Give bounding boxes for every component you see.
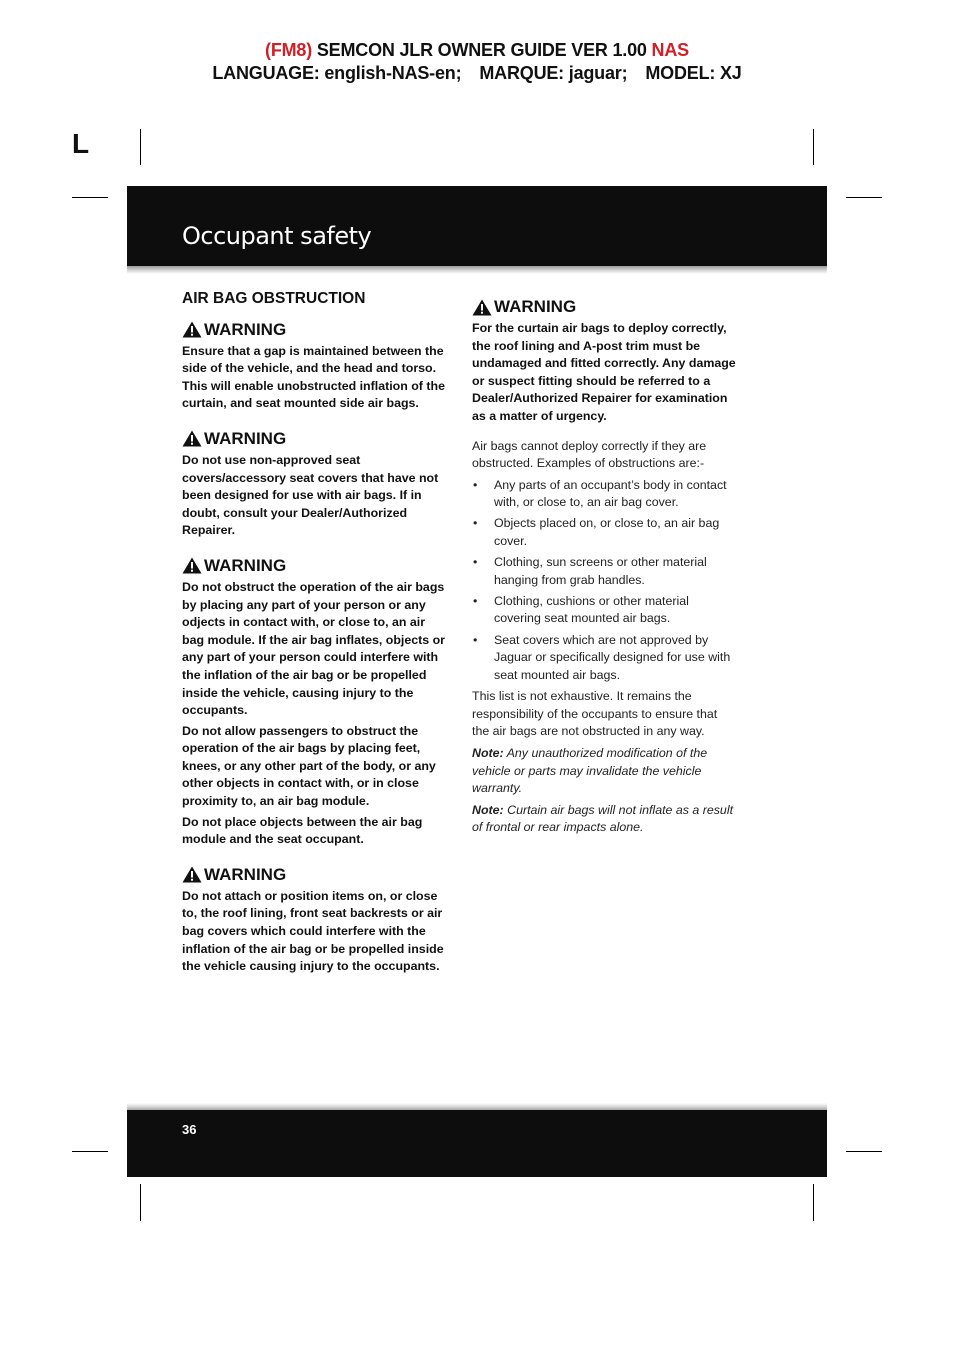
list-item: • Clothing, sun screens or other material hanging from grab handles. [472,554,736,589]
crop-mark [140,1184,141,1221]
warning-triangle-icon [182,866,202,883]
warning-title [182,555,446,577]
print-header-title: SEMCON JLR OWNER GUIDE VER 1.00 [316,40,647,60]
note [472,802,736,837]
footer-band [127,1110,827,1177]
page-number: 36 [182,1122,197,1137]
warning-text: Do not attach or position items on, or close to, the roof lining, front seat backrests or air bag covers which could interfere with the inflation of the air bag or be propelled inside the vehicle causing injury to the occupants. [182,888,444,974]
note [472,745,736,798]
warning-title [472,296,736,318]
print-header-region: NAS [651,40,689,60]
closing-paragraph: This list is not exhaustive. It remains the responsibility of the occupants to ensure that the air bags are not obstructed in any way. [472,689,718,739]
warning-triangle-icon [182,321,202,338]
warning-block [472,296,736,426]
warning-text: For the curtain air bags to deploy correctly, the roof lining and A-post trim must be undamaged and fitted correctly. Any damage or suspect fitting should be referred to a Dealer/Authorized Repairer for examination as a matter of urgency. [472,321,736,423]
print-header-line1 [0,40,954,61]
warning-text: Do not obstruct the operation of the air bags by placing any part of your person or any odjects in contact with, or close to, an air bag module. If the air bag inflates, objects or any part of your person could interfere with the inflation of the air bag or be propelled inside the vehicle, causing injury to the occupants. [182,579,445,718]
section-heading: AIR BAG OBSTRUCTION [182,290,366,307]
warning-label: WARNING [204,429,287,449]
warning-label: WARNING [204,319,287,339]
note-label: Note: [472,746,504,761]
print-header-line2 [0,63,954,84]
warning-title [182,864,446,886]
list-item: • Any parts of an occupant’s body in contact with, or close to, an air bag cover. [472,477,736,512]
warning-text: Do not place objects between the air bag module and the seat occupant. [182,814,423,847]
warning-triangle-icon [182,557,202,574]
note-label: Note: [472,802,504,817]
right-column [472,296,736,841]
note-text: Curtain air bags will not inflate as a result of frontal or rear impacts alone. [472,802,734,835]
print-header-language: LANGUAGE: english-NAS-en; [212,63,462,83]
warning-triangle-icon [472,299,492,316]
list-item: • Seat covers which are not approved by Jaguar or specifically designed for use with seat mounted air bags. [472,632,736,685]
crop-mark [72,1151,108,1152]
warning-label: WARNING [494,297,577,317]
crop-mark [72,197,108,198]
crop-mark [140,129,141,165]
warning-block [182,555,446,849]
crop-mark [813,1184,814,1221]
warning-triangle-icon [182,430,202,447]
warning-title [182,428,446,450]
print-header-marque: MARQUE: jaguar; [479,63,628,83]
warning-text: Do not allow passengers to obstruct the operation of the air bags by placing feet, knees, or any other part of the body, or any other objects in contact with, or in close proximity to, an air bag module. [182,723,436,809]
left-column [182,290,446,991]
warning-block [182,428,446,540]
warning-block [182,864,446,976]
obstruction-list [472,477,736,685]
note-text: Any unauthorized modification of the vehicle or parts may invalidate the vehicle warranty. [472,746,708,796]
print-header-model: MODEL: XJ [645,63,742,83]
side-marker-letter: L [72,128,90,159]
crop-mark [813,129,814,165]
warning-label: WARNING [204,865,287,885]
intro-paragraph: Air bags cannot deploy correctly if they are obstructed. Examples of obstructions are:- [472,438,707,471]
list-item: • Objects placed on, or close to, an air bag cover. [472,515,736,550]
warning-title [182,319,446,341]
crop-mark [846,197,882,198]
print-header-code: (FM8) [265,40,313,60]
warning-text: Ensure that a gap is maintained between the side of the vehicle, and the head and torso. This will enable unobstructed inflation of the curtain, and seat mounted side air bags. [182,343,445,411]
warning-block [182,319,446,413]
warning-label: WARNING [204,556,287,576]
warning-text: Do not use non-approved seat covers/accessory seat covers that have not been designed for use with air bags. If in doubt, consult your Dealer/Authorized Repairer. [182,452,439,538]
section-title: Occupant safety [182,222,372,250]
crop-mark [846,1151,882,1152]
section-header-shadow [127,266,827,274]
list-item: • Clothing, cushions or other material covering seat mounted air bags. [472,593,736,628]
